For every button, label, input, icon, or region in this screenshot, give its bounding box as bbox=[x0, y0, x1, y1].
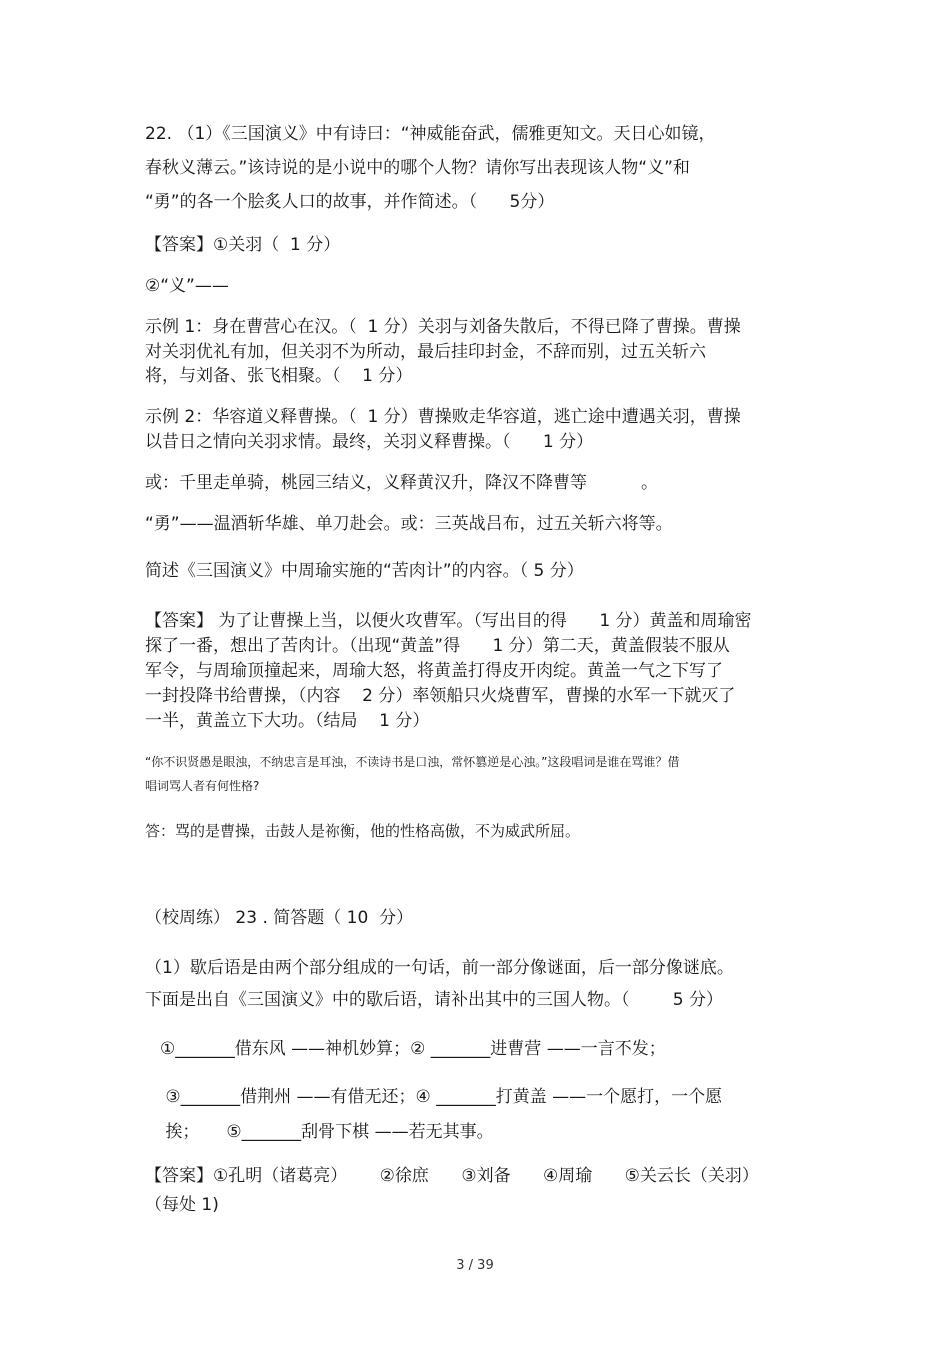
q22-line-3: “勇”的各一个脍炙人口的故事，并作简述。（ 5分） bbox=[145, 192, 555, 212]
q22-example2-line-2: 以昔日之情向关羽求情。最终，关羽义释曹操。（ 1 分） bbox=[145, 432, 594, 452]
kurouji-question: 简述《三国演义》中周瑜实施的“苦肉计”的内容。（ 5 分） bbox=[145, 561, 584, 581]
mibeng-question-line-2: 唱词骂人者有何性格? bbox=[145, 779, 260, 793]
q22-yong-line: “勇”——温酒斩华雄、单刀赴会。或：三英战吕布，过五关斩六将等。 bbox=[145, 514, 673, 534]
kurouji-answer-line-2: 探了一番，想出了苦肉计。（出现“黄盖”得 1 分）第二天，黄盖假装不服从 bbox=[145, 636, 730, 656]
kurouji-answer-line-5: 一半，黄盖立下大功。（结局 1 分） bbox=[145, 711, 430, 731]
q23-header: （校周练） 23 . 简答题（ 10 分） bbox=[145, 908, 414, 928]
kurouji-answer-line-4: 一封投降书给曹操，（内容 2 分）率领船只火烧曹军，曹操的水军一下就灭了 bbox=[145, 686, 736, 706]
page-number: 3 / 39 bbox=[456, 1258, 494, 1273]
q23-answer-line-2: （每处 1) bbox=[145, 1195, 219, 1215]
kurouji-answer-line-3: 军令，与周瑜顶撞起来，周瑜大怒，将黄盖打得皮开肉绽。黄盖一气之下写了 bbox=[145, 661, 723, 681]
q22-line-2: 春秋义薄云。”该诗说的是小说中的哪个人物？请你写出表现该人物“义”和 bbox=[145, 158, 690, 178]
q23-intro-line-1: （1）歇后语是由两个部分组成的一句话，前一部分像谜面，后一部分像谜底。 bbox=[145, 958, 734, 978]
q23-item-line-3: 挨； ⑤_______刮骨下棋 ——若无其事。 bbox=[160, 1122, 494, 1142]
q22-answer-name: 【答案】①关羽（ 1 分） bbox=[145, 235, 341, 255]
kurouji-answer-line-1: 【答案】 为了让曹操上当，以便火攻曹军。（写出目的得 1 分）黄盖和周瑜密 bbox=[145, 611, 752, 631]
q22-example1-line-2: 对关羽优礼有加，但关羽不为所动，最后挂印封金，不辞而别，过五关斩六 bbox=[145, 342, 706, 362]
q23-intro-line-2: 下面是出自《三国演义》中的歇后语，请补出其中的三国人物。（ 5 分） bbox=[145, 990, 723, 1010]
q23-item-line-2: ③_______借荆州 ——有借无还；④ _______打黄盖 ——一个愿打，一个愿 bbox=[160, 1087, 723, 1107]
mibeng-question-line-1: “你不识贤愚是眼浊，不纳忠言是耳浊，不读诗书是口浊，常怀篡逆是心浊。”这段唱词是谁在骂谁？借 bbox=[145, 755, 680, 769]
q22-or-line: 或：千里走单骑，桃园三结义，义释黄汉升，降汉不降曹等 。 bbox=[145, 473, 659, 493]
q22-yi-label: ②“义”—— bbox=[145, 276, 229, 296]
q22-example1-line-3: 将，与刘备、张飞相聚。（ 1 分） bbox=[145, 366, 413, 386]
q23-answer-line-1: 【答案】①孔明（诸葛亮） ②徐庶 ③刘备 ④周瑜 ⑤关云长（关羽） bbox=[145, 1166, 759, 1186]
mibeng-answer: 答：骂的是曹操，击鼓人是祢衡，他的性格高傲，不为威武所屈。 bbox=[145, 822, 581, 840]
q22-example1-line-1: 示例 1：身在曹营心在汉。（ 1 分）关羽与刘备失散后，不得已降了曹操。曹操 bbox=[145, 317, 741, 337]
q22-example2-line-1: 示例 2：华容道义释曹操。（ 1 分）曹操败走华容道，逃亡途中遭遇关羽，曹操 bbox=[145, 407, 741, 427]
q23-item-line-1: ①_______借东风 ——神机妙算；② _______进曹营 ——一言不发； bbox=[160, 1039, 666, 1059]
q22-line-1: 22. （1）《三国演义》中有诗曰：“神威能奋武，儒雅更知文。天日心如镜， bbox=[145, 124, 716, 144]
